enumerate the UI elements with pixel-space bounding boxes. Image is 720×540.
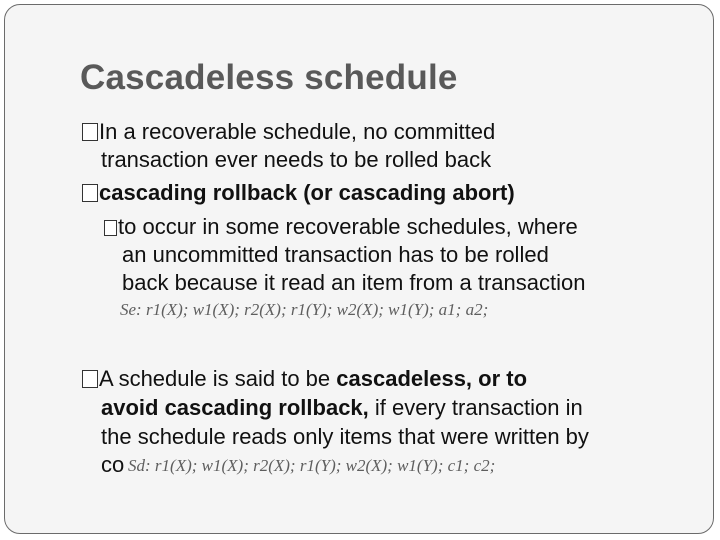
bullet-cascading-rollback-text: cascading rollback (or cascading abort) xyxy=(99,180,515,205)
missing-glyph-icon xyxy=(104,220,117,236)
schedule-sd-text: Sd: r1(X); w1(X); r2(X); r1(Y); w2(X); w1(Y); c1; c2; xyxy=(128,456,496,475)
schedule-sd-formula xyxy=(128,456,495,476)
bullet-cascadeless-line4: co xyxy=(101,452,125,477)
bullet-recoverable xyxy=(82,119,495,145)
schedule-se-text: Se: r1(X); w1(X); r2(X); r1(Y); w2(X); w1(Y); a1; a2; xyxy=(120,300,489,319)
sub-bullet-line1: to occur in some recoverable schedules, where xyxy=(118,214,578,239)
bullet-cascadeless-bold: cascadeless, or to xyxy=(336,366,528,391)
sub-bullet-line2: an uncommitted transaction has to be rolled xyxy=(122,242,549,267)
missing-glyph-icon xyxy=(82,184,98,202)
bullet-cascadeless xyxy=(82,366,527,392)
missing-glyph-icon xyxy=(82,370,98,388)
sub-bullet-line3: back because it read an item from a transaction xyxy=(122,270,586,295)
bullet-recoverable-line1: In a recoverable schedule, no committed xyxy=(99,119,496,144)
bullet-cascadeless-line2-rest: if every transaction in xyxy=(368,395,583,420)
bullet-cascadeless-line3: the schedule reads only items that were written by xyxy=(101,424,589,449)
sub-bullet-occur xyxy=(104,214,578,240)
bullet-cascadeless-line2 xyxy=(101,395,583,421)
bullet-cascading-rollback xyxy=(82,180,515,206)
schedule-se-formula xyxy=(120,300,488,320)
missing-glyph-icon xyxy=(82,123,98,141)
bullet-recoverable-line2: transaction ever needs to be rolled back xyxy=(101,147,492,172)
slide-title: Cascadeless schedule xyxy=(80,58,458,97)
bullet-cascadeless-line2-bold: avoid cascading rollback, xyxy=(101,395,369,420)
bullet-cascadeless-pre: A schedule is said to be xyxy=(99,366,337,391)
